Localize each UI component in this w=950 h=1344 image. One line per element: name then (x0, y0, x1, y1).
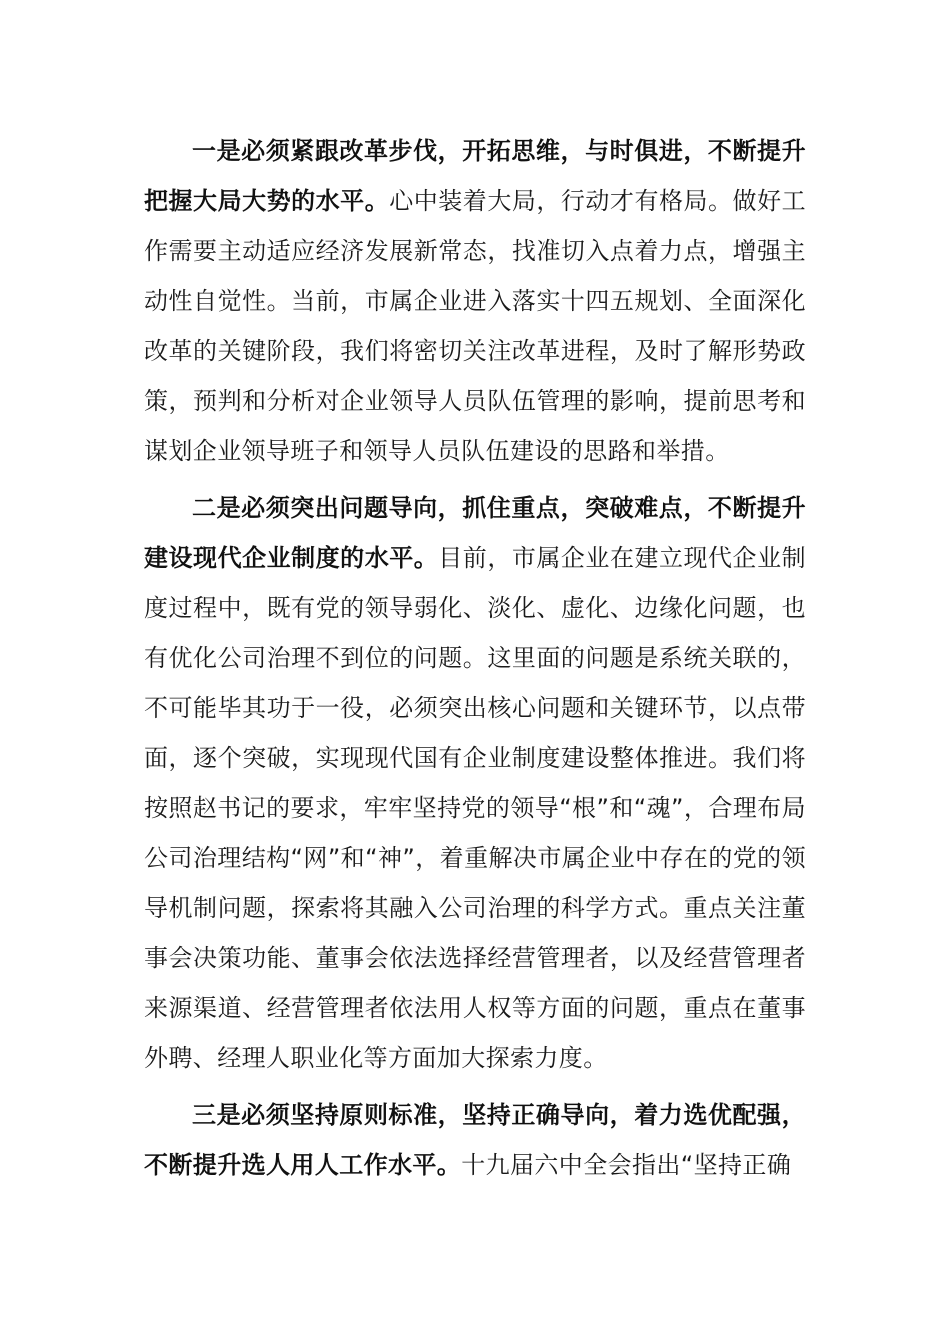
paragraph-2 (144, 483, 806, 1083)
paragraph-1 (144, 126, 806, 476)
paragraph-3-lead: 三是必须坚持原则标准，坚持正确导向，着力选优配强，不断提升选人用人工作水平。 (144, 1101, 806, 1179)
paragraph-2-lead: 二是必须突出问题导向，抓住重点，突破难点，不断提升建设现代企业制度的水平。 (144, 494, 806, 572)
paragraph-2-body: 目前，市属企业在建立现代企业制度过程中，既有党的领导弱化、淡化、虚化、边缘化问题，也有优化公司治理不到位的问题。这里面的问题是系统关联的，不可能毕其功于一役，必须突出核心问题和关键环节，以点带面，逐个突破，实现现代国有企业制度建设整体推进。我们将按照赵书记的要求，牢牢坚持党的领导“根”和“魂”，合理布局公司治理结构“网”和“神”，着重解决市属企业中存在的党的领导机制问题，探索将其融入公司治理的科学方式。重点关注董事会决策功能、董事会依法选择经营管理者，以及经营管理者来源渠道、经营管理者依法用人权等方面的问题，重点在董事外聘、经理人职业化等方面加大探索力度。 (144, 544, 806, 1072)
paragraph-3 (144, 1090, 806, 1190)
document-page (144, 126, 806, 1197)
paragraph-1-body: 心中装着大局，行动才有格局。做好工作需要主动适应经济发展新常态，找准切入点着力点，增强主动性自觉性。当前，市属企业进入落实十四五规划、全面深化改革的关键阶段，我们将密切关注改革进程，及时了解形势政策，预判和分析对企业领导人员队伍管理的影响，提前思考和谋划企业领导班子和领导人员队伍建设的思路和举措。 (144, 187, 806, 465)
paragraph-1-lead: 一是必须紧跟改革步伐，开拓思维，与时俱进，不断提升把握大局大势的水平。 (144, 137, 806, 215)
paragraph-3-body: 十九届六中全会指出“坚持正确 (461, 1151, 792, 1179)
